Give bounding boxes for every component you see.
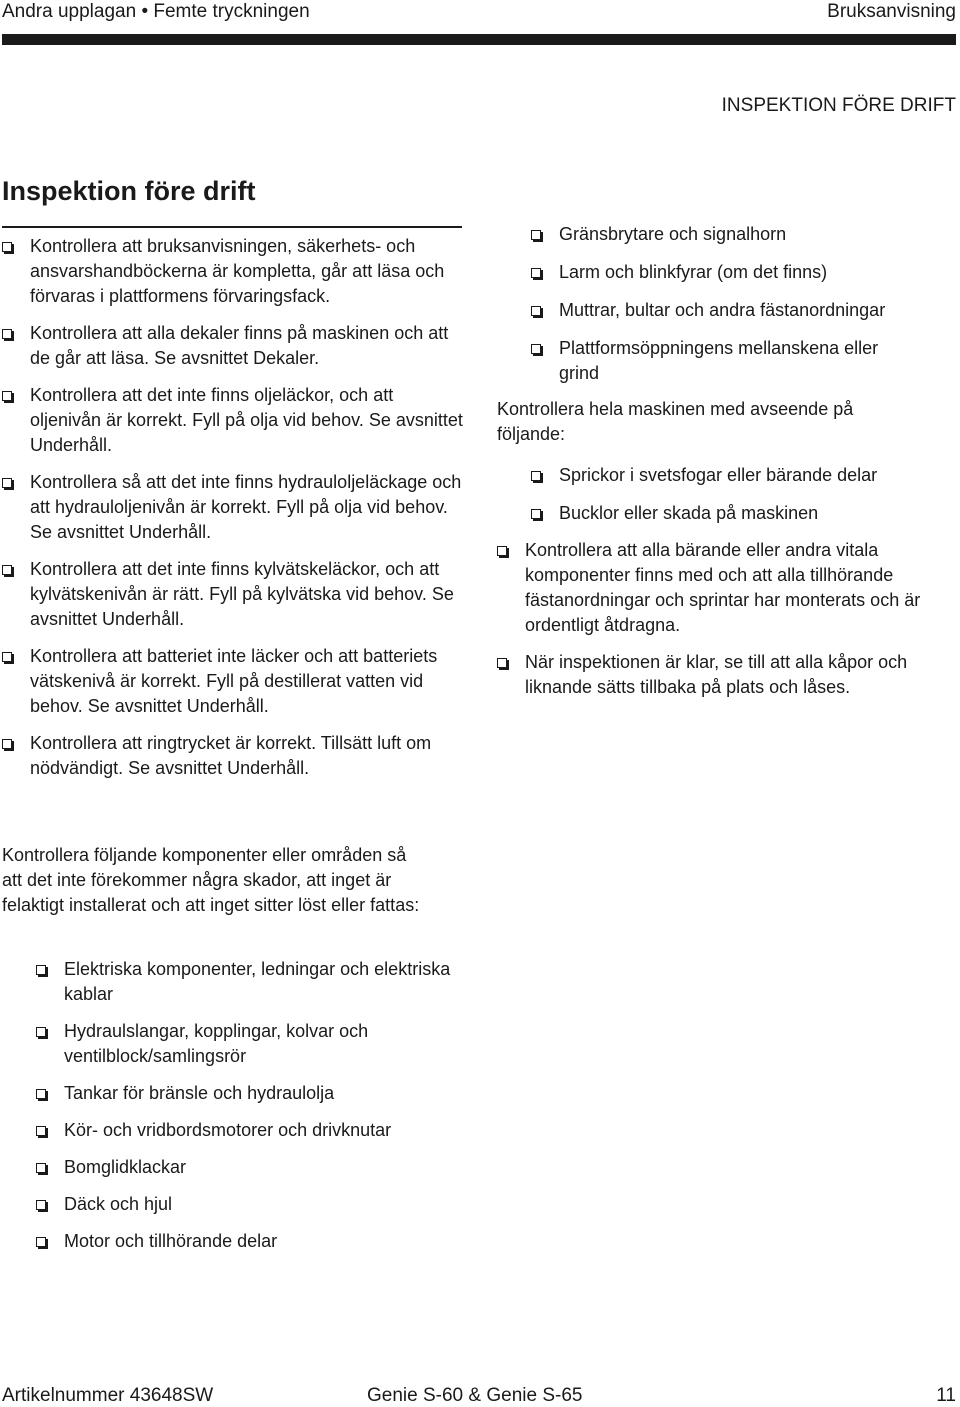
list-item: Kör- och vridbordsmotorer och drivknutar (36, 1118, 456, 1143)
list-item: Kontrollera att det inte finns kylvätskeläckor, och att kylvätskenivån är rätt. Fyll på kylvätska vid behov. Se avsnittet Underhåll. (2, 557, 464, 632)
list-item: Kontrollera att batteriet inte läcker och att batteriets vätskenivå är korrekt. Fyll på destillerat vatten vid behov. Se avsnittet Underhåll. (2, 644, 464, 719)
checkbox-icon (2, 652, 12, 662)
list-item: Kontrollera att alla bärande eller andra vitala komponenter finns med och att alla tillhörande fästanordningar och sprintar har monterats och är ordentligt åtdragna. (497, 538, 955, 638)
checkbox-icon (36, 1163, 46, 1173)
checkbox-icon (2, 329, 12, 339)
list-item: Kontrollera att bruksanvisningen, säkerhets- och ansvarshandböckerna är kompletta, går att läsa och förvaras i plattformens förvaringsfack. (2, 234, 464, 309)
running-header-right: Bruksanvisning (827, 1, 956, 22)
list-item: Plattformsöppningens mellanskena eller grind (531, 336, 879, 386)
header-rule (2, 34, 956, 45)
list-item: Gränsbrytare och signalhorn (531, 222, 951, 247)
list-item: Motor och tillhörande delar (36, 1229, 456, 1254)
list-item: Kontrollera att alla dekaler finns på maskinen och att de går att läsa. Se avsnittet Dekaler. (2, 321, 464, 371)
checkbox-icon (531, 230, 541, 240)
title-rule (2, 226, 462, 228)
checkbox-icon (531, 471, 541, 481)
components-intro: Kontrollera följande komponenter eller områden så att det inte förekommer några skador, att inget är felaktigt installerat och att inget sitter löst eller fattas: (2, 845, 420, 915)
list-item: Hydraulslangar, kopplingar, kolvar och ventilblock/samlingsrör (36, 1019, 456, 1069)
list-item: Tankar för bränsle och hydraulolja (36, 1081, 456, 1106)
page-title: Inspektion före drift (2, 176, 256, 206)
machine-intro: Kontrollera hela maskinen med avseende på följande: (497, 399, 854, 444)
right-final-checklist (497, 538, 959, 712)
page-number: 11 (936, 1385, 956, 1406)
checkbox-icon (36, 1200, 46, 1210)
list-item: Kontrollera att det inte finns oljeläckor, och att oljenivån är korrekt. Fyll på olja vid behov. Se avsnittet Underhåll. (2, 383, 464, 458)
right-components-list (531, 222, 951, 399)
list-item: Bucklor eller skada på maskinen (531, 501, 951, 526)
list-item: Sprickor i svetsfogar eller bärande delar (531, 463, 951, 488)
list-item: Bomglidklackar (36, 1155, 456, 1180)
components-list (36, 957, 456, 1266)
checkbox-icon (2, 478, 12, 488)
left-checklist (2, 234, 464, 793)
list-item: Elektriska komponenter, ledningar och elektriska kablar (36, 957, 456, 1007)
running-header-left: Andra upplagan • Femte tryckningen (2, 1, 310, 22)
footer-part-number: Artikelnummer 43648SW (2, 1385, 214, 1406)
checkbox-icon (36, 1126, 46, 1136)
list-item: Kontrollera att ringtrycket är korrekt. Tillsätt luft om nödvändigt. Se avsnittet Underhåll. (2, 731, 464, 781)
machine-intro-block (497, 397, 897, 447)
checkbox-icon (531, 344, 541, 354)
components-intro-block (2, 843, 427, 918)
list-item: Larm och blinkfyrar (om det finns) (531, 260, 951, 285)
list-item: Kontrollera så att det inte finns hydrauloljeläckage och att hydrauloljenivån är korrekt. Fyll på olja vid behov. Se avsnittet Underhåll. (2, 470, 464, 545)
checkbox-icon (2, 739, 12, 749)
checkbox-icon (36, 1089, 46, 1099)
footer-model: Genie S-60 & Genie S-65 (367, 1385, 583, 1406)
checkbox-icon (2, 565, 12, 575)
checkbox-icon (497, 658, 507, 668)
checkbox-icon (531, 509, 541, 519)
list-item: Muttrar, bultar och andra fästanordningar (531, 298, 951, 323)
checkbox-icon (36, 1027, 46, 1037)
checkbox-icon (531, 268, 541, 278)
section-title: INSPEKTION FÖRE DRIFT (721, 95, 956, 116)
checkbox-icon (36, 965, 46, 975)
machine-list (531, 463, 951, 539)
checkbox-icon (531, 306, 541, 316)
checkbox-icon (36, 1237, 46, 1247)
checkbox-icon (2, 242, 12, 252)
list-item: När inspektionen är klar, se till att alla kåpor och liknande sätts tillbaka på plats och låses. (497, 650, 959, 700)
checkbox-icon (497, 546, 507, 556)
list-item: Däck och hjul (36, 1192, 456, 1217)
checkbox-icon (2, 391, 12, 401)
